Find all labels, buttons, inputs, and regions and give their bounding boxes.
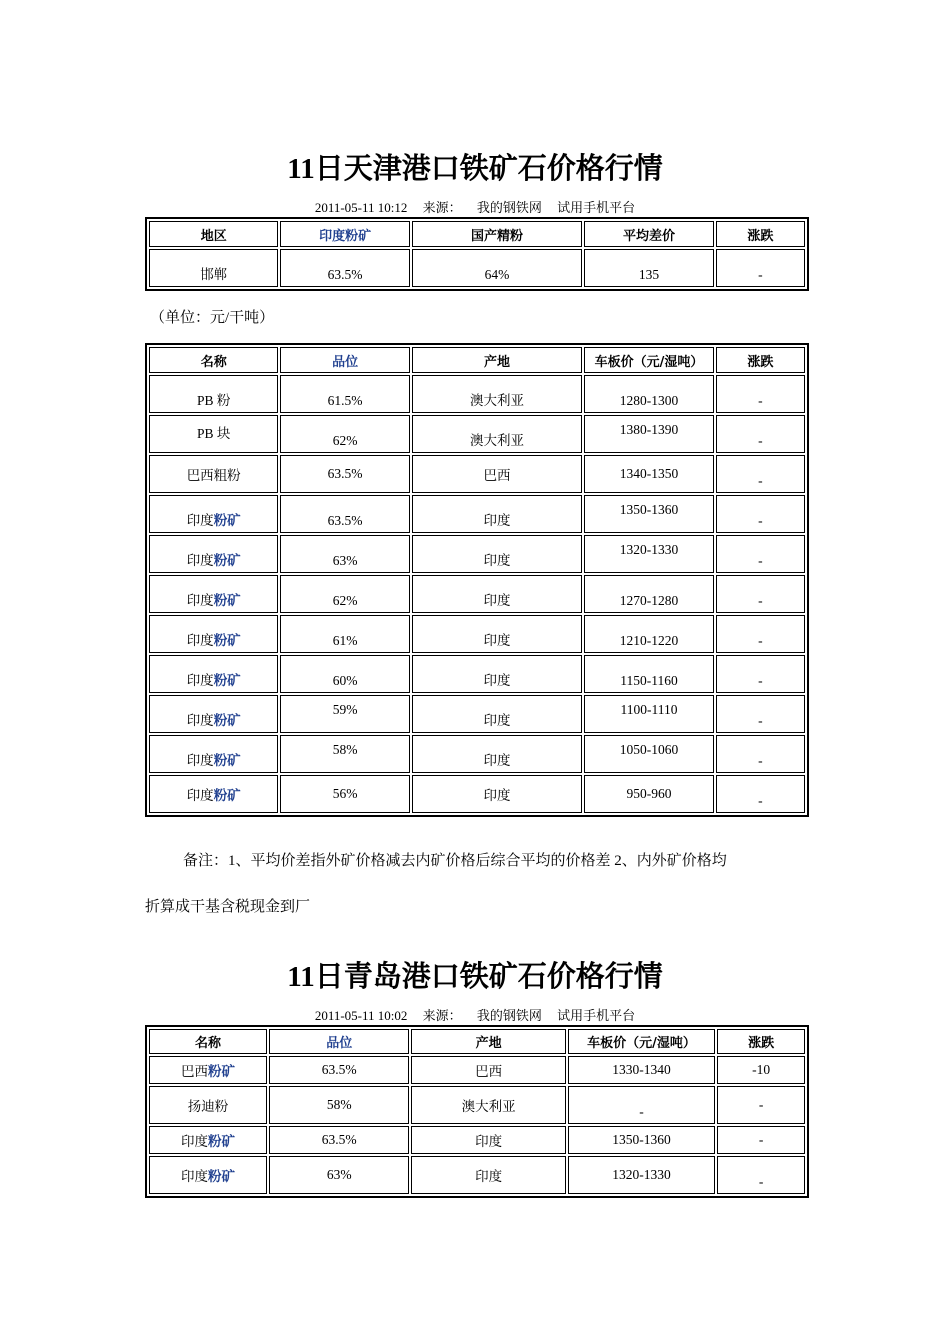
ore-type-link[interactable]: 粉矿: [213, 673, 241, 689]
cell-name: [149, 1086, 267, 1124]
table-row: [149, 1126, 805, 1154]
table-row: [149, 655, 805, 693]
cell-price: 1350-1360: [568, 1126, 715, 1154]
cell-change: -: [716, 775, 805, 813]
table-row: [149, 249, 805, 287]
cell-origin: 印度: [412, 695, 583, 733]
header-cell: 品位: [280, 347, 409, 373]
header-cell: 车板价（元/湿吨）: [568, 1029, 715, 1054]
note-line-2: 折算成干基含税现金到厂: [145, 899, 311, 915]
ore-type-link[interactable]: 粉矿: [213, 713, 241, 729]
section1-source: 我的钢铁网: [476, 200, 542, 215]
cell-name: [149, 655, 278, 693]
cell-change: -: [716, 375, 805, 413]
header-cell: 涨跌: [716, 221, 805, 247]
cell-price: 1330-1340: [568, 1056, 715, 1084]
section2-source: 我的钢铁网: [476, 1008, 542, 1023]
header-cell: 国产精粉: [412, 221, 583, 247]
table-row: [149, 535, 805, 573]
cell-name: [149, 615, 278, 653]
cell-grade: 56%: [280, 775, 409, 813]
section2-mobile-link[interactable]: 试用手机平台: [557, 1008, 636, 1023]
header-cell: 涨跌: [716, 347, 805, 373]
cell-origin: 巴西: [411, 1056, 565, 1084]
ore-name: 印度: [186, 673, 214, 688]
cell-origin: 澳大利亚: [412, 375, 583, 413]
section1-date: 2011-05-11 10:12: [314, 200, 408, 215]
section1-source-label: 来源：: [422, 200, 462, 215]
cell-change: -: [716, 455, 805, 493]
section2-source-label: 来源：: [422, 1008, 462, 1023]
table-row: [149, 1086, 805, 1124]
cell-change: -: [717, 1086, 805, 1124]
table-row: [149, 1156, 805, 1194]
cell-change: -: [716, 695, 805, 733]
table-row: [149, 695, 805, 733]
section1-meta: [0, 197, 950, 216]
cell-name: [149, 575, 278, 613]
header-cell: 品位: [269, 1029, 409, 1054]
cell-domestic: 64%: [412, 249, 583, 287]
ore-name: 印度: [186, 513, 214, 528]
ore-type-link[interactable]: 粉矿: [213, 553, 241, 569]
ore-name: 巴西: [181, 1064, 209, 1079]
table-tianjin: [145, 343, 809, 817]
cell-origin: 澳大利亚: [411, 1086, 565, 1124]
ore-type-link[interactable]: 粉矿: [213, 593, 241, 609]
header-cell: 印度粉矿: [280, 221, 409, 247]
cell-price: 1280-1300: [584, 375, 713, 413]
cell-grade: 59%: [280, 695, 409, 733]
ore-name: 印度: [181, 1169, 209, 1184]
header-cell: 产地: [411, 1029, 565, 1054]
cell-name: [149, 695, 278, 733]
header-cell: 涨跌: [717, 1029, 805, 1054]
ore-type-link[interactable]: 粉矿: [208, 1169, 236, 1185]
cell-price: 1210-1220: [584, 615, 713, 653]
ore-name: 印度: [186, 633, 214, 648]
table-handan: [145, 217, 809, 291]
cell-price: -: [568, 1086, 715, 1124]
cell-name: [149, 1056, 267, 1084]
cell-name: [149, 735, 278, 773]
cell-origin: 印度: [412, 575, 583, 613]
cell-name: [149, 775, 278, 813]
table-row: [149, 575, 805, 613]
ore-type-link[interactable]: 粉矿: [213, 633, 241, 649]
cell-grade: 58%: [269, 1086, 409, 1124]
cell-change: -: [717, 1156, 805, 1194]
cell-grade: 63.5%: [269, 1056, 409, 1084]
cell-grade: 63.5%: [280, 495, 409, 533]
cell-origin: 巴西: [412, 455, 583, 493]
cell-name: [149, 455, 278, 493]
cell-grade: 61%: [280, 615, 409, 653]
cell-price: 950-960: [584, 775, 713, 813]
cell-origin: 印度: [412, 535, 583, 573]
cell-name: [149, 415, 278, 453]
cell-price: 1100-1110: [584, 695, 713, 733]
cell-price: 1050-1060: [584, 735, 713, 773]
cell-change: -: [716, 735, 805, 773]
cell-price: 1320-1330: [568, 1156, 715, 1194]
section2-meta: [0, 1005, 950, 1024]
ore-type-link[interactable]: 粉矿: [208, 1064, 236, 1080]
cell-origin: 印度: [411, 1156, 565, 1194]
cell-name: [149, 1126, 267, 1154]
ore-type-link[interactable]: 粉矿: [208, 1134, 236, 1150]
ore-name: PB 粉: [197, 393, 231, 408]
cell-grade: 61.5%: [280, 375, 409, 413]
cell-change: -: [716, 615, 805, 653]
cell-price: 1340-1350: [584, 455, 713, 493]
section2-date: 2011-05-11 10:02: [314, 1008, 408, 1023]
cell-name: [149, 375, 278, 413]
ore-name: 印度: [186, 593, 214, 608]
ore-name: 印度: [186, 753, 214, 768]
header-cell: 名称: [149, 1029, 267, 1054]
unit-label: （单位：元/干吨）: [150, 310, 275, 326]
ore-type-link[interactable]: 粉矿: [213, 753, 241, 769]
cell-change: -: [716, 655, 805, 693]
table-row: [149, 495, 805, 533]
header-cell: 产地: [412, 347, 583, 373]
cell-price: 1150-1160: [584, 655, 713, 693]
table-row: [149, 1056, 805, 1084]
cell-grade: 63%: [280, 535, 409, 573]
header-cell: 名称: [149, 347, 278, 373]
ore-name: 巴西粗粉: [186, 468, 241, 483]
ore-name: 印度: [181, 1134, 209, 1149]
header-cell: 平均差价: [584, 221, 713, 247]
section2-title: 11日青岛港口铁矿石价格行情: [287, 961, 663, 993]
table-row: [149, 375, 805, 413]
cell-origin: 印度: [412, 735, 583, 773]
cell-grade: 63%: [269, 1156, 409, 1194]
cell-origin: 印度: [411, 1126, 565, 1154]
cell-origin: 印度: [412, 615, 583, 653]
cell-grade: 63.5%: [280, 455, 409, 493]
ore-name: 印度: [186, 788, 214, 803]
table-header-row: [149, 221, 805, 247]
table-row: [149, 735, 805, 773]
cell-change: -: [716, 575, 805, 613]
cell-avg-diff: 135: [584, 249, 713, 287]
header-cell: 地区: [149, 221, 278, 247]
table-header-row: [149, 1029, 805, 1054]
note-line-1: 备注：1、平均价差指外矿价格减去内矿价格后综合平均的价格差 2、内外矿价格均: [183, 853, 727, 869]
cell-grade: 62%: [280, 575, 409, 613]
table-qingdao: [145, 1025, 809, 1198]
table-header-row: [149, 347, 805, 373]
ore-name: 扬迪粉: [187, 1099, 229, 1114]
cell-change: -: [716, 249, 805, 287]
section1-mobile-link[interactable]: 试用手机平台: [557, 200, 636, 215]
cell-origin: 印度: [412, 655, 583, 693]
cell-price: 1270-1280: [584, 575, 713, 613]
cell-grade: 58%: [280, 735, 409, 773]
section1-title: 11日天津港口铁矿石价格行情: [287, 153, 663, 185]
cell-change: -: [716, 535, 805, 573]
ore-name: PB 块: [197, 426, 231, 441]
table-row: [149, 775, 805, 813]
cell-change: -10: [717, 1056, 805, 1084]
cell-grade: 60%: [280, 655, 409, 693]
table-row: [149, 455, 805, 493]
cell-price: 1320-1330: [584, 535, 713, 573]
ore-type-link[interactable]: 粉矿: [213, 513, 241, 529]
cell-price: 1350-1360: [584, 495, 713, 533]
header-cell: 车板价（元/湿吨）: [584, 347, 713, 373]
cell-change: -: [716, 495, 805, 533]
cell-origin: 印度: [412, 495, 583, 533]
cell-origin: 印度: [412, 775, 583, 813]
cell-price: 1380-1390: [584, 415, 713, 453]
cell-grade: 62%: [280, 415, 409, 453]
ore-type-link[interactable]: 粉矿: [213, 788, 241, 804]
cell-origin: 澳大利亚: [412, 415, 583, 453]
cell-change: -: [716, 415, 805, 453]
table-row: [149, 415, 805, 453]
cell-change: -: [717, 1126, 805, 1154]
cell-name: [149, 535, 278, 573]
table-row: [149, 615, 805, 653]
cell-name: [149, 495, 278, 533]
cell-grade: 63.5%: [269, 1126, 409, 1154]
cell-india-ore: 63.5%: [280, 249, 409, 287]
ore-name: 印度: [186, 713, 214, 728]
cell-name: [149, 1156, 267, 1194]
ore-name: 印度: [186, 553, 214, 568]
cell-region: 邯郸: [149, 249, 278, 287]
